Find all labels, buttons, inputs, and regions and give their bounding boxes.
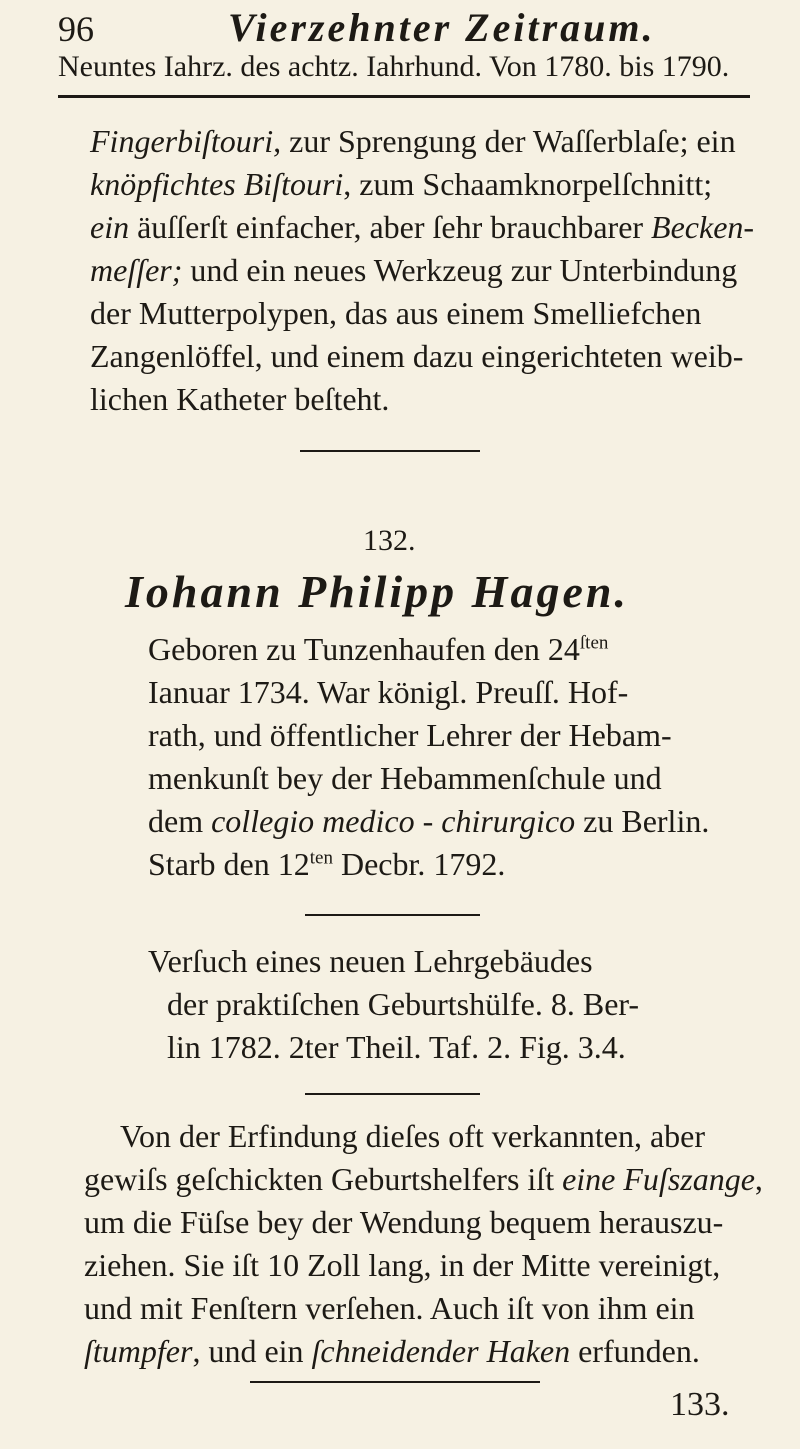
bio-line: [148, 800, 709, 843]
text-italic: ſchneidender Haken: [311, 1333, 571, 1369]
text-italic: collegio medico - chirurgico: [211, 803, 576, 839]
text-run: zu Berlin.: [575, 803, 710, 839]
entry-number: 132.: [363, 524, 416, 557]
bio-line: [148, 714, 672, 757]
invention-line: [120, 1115, 705, 1158]
bio-line: [148, 843, 505, 886]
text-run: Geboren zu Tunzenhaufen den 24: [148, 631, 580, 667]
invention-line: [84, 1330, 700, 1373]
invention-line: [84, 1244, 720, 1287]
period-subheading: Neuntes Iahrz. des achtz. Iahrhund. Von 1780. bis 1790.: [58, 50, 730, 83]
text-run: , zum Schaamknorpelſchnitt;: [343, 166, 713, 202]
text-italic: eine Fuſszange: [562, 1161, 755, 1197]
text-run: zur Sprengung der Waſſerblaſe; ein: [281, 123, 736, 159]
text-run: erfunden.: [570, 1333, 700, 1369]
text-run: Von der Erfindung dieſes oft verkannten, aber: [120, 1118, 705, 1154]
person-name: Iohann Philipp Hagen.: [125, 566, 629, 617]
intro-line: [90, 378, 389, 421]
text-run: Zangenlöffel, und einem dazu eingerichteten weib-: [90, 338, 744, 374]
text-run: ,: [754, 1161, 763, 1197]
text-run: lichen Katheter beſteht.: [90, 381, 390, 417]
text-run: um die Füſse bey der Wendung bequem herauszu-: [84, 1204, 724, 1240]
intro-line: [90, 206, 754, 249]
superscript: ten: [309, 847, 333, 869]
text-run: rath, und öffentlicher Lehrer der Hebam-: [148, 717, 672, 753]
text-run: Starb den 12: [148, 846, 310, 882]
text-run: Decbr. 1792.: [332, 846, 506, 882]
text-italic: ein: [90, 209, 130, 245]
text-run: Ianuar 1734. War königl. Preuſſ. Hof-: [148, 674, 629, 710]
work-line: Verſuch eines neuen Lehrgebäudes: [148, 943, 593, 979]
bio-line: [148, 671, 628, 714]
text-run: äuſſerſt einfacher, aber ſehr brauchbarer: [129, 209, 652, 245]
section-rule: [250, 1381, 540, 1383]
header-rule: [58, 95, 750, 98]
text-run: der Mutterpolypen, das aus einem Smelliefchen: [90, 295, 702, 331]
catchword: 133.: [670, 1386, 730, 1423]
text-italic: Fingerbiſtouri,: [90, 123, 282, 159]
section-rule: [300, 450, 480, 452]
invention-line: [84, 1201, 723, 1244]
superscript: ſten: [579, 632, 609, 654]
text-italic: knöpfichtes Biſtouri: [90, 166, 344, 202]
text-run: menkunſt bey der Hebammenſchule und: [148, 760, 662, 796]
text-run: dem: [148, 803, 212, 839]
text-run: gewiſs geſchickten Geburtshelfers iſt: [84, 1161, 563, 1197]
text-italic: ſtumpfer: [84, 1333, 193, 1369]
invention-line: [84, 1287, 695, 1330]
work-line: der praktiſchen Geburtshülfe. 8. Ber-: [167, 986, 640, 1022]
text-run: ziehen. Sie iſt 10 Zoll lang, in der Mitte vereinigt,: [84, 1247, 721, 1283]
bio-line: [148, 757, 662, 800]
intro-line: [90, 120, 736, 163]
text-italic: Becken-: [651, 209, 755, 245]
text-run: , und ein: [192, 1333, 312, 1369]
text-run: und ein neues Werkzeug zur Unterbindung: [182, 252, 738, 288]
intro-line: [90, 335, 743, 378]
intro-line: [90, 292, 701, 335]
section-rule: [305, 914, 480, 916]
intro-line: [90, 249, 737, 292]
page-number: 96: [58, 9, 94, 49]
section-rule: [305, 1093, 480, 1095]
work-line: lin 1782. 2ter Theil. Taf. 2. Fig. 3.4.: [167, 1029, 626, 1065]
running-title: Vierzehnter Zeitraum.: [228, 5, 656, 50]
invention-line: [84, 1158, 763, 1201]
bio-line: [148, 628, 608, 671]
text-run: und mit Fenſtern verſehen. Auch iſt von ihm ein: [84, 1290, 695, 1326]
text-italic: meſſer;: [90, 252, 183, 288]
intro-line: [90, 163, 712, 206]
